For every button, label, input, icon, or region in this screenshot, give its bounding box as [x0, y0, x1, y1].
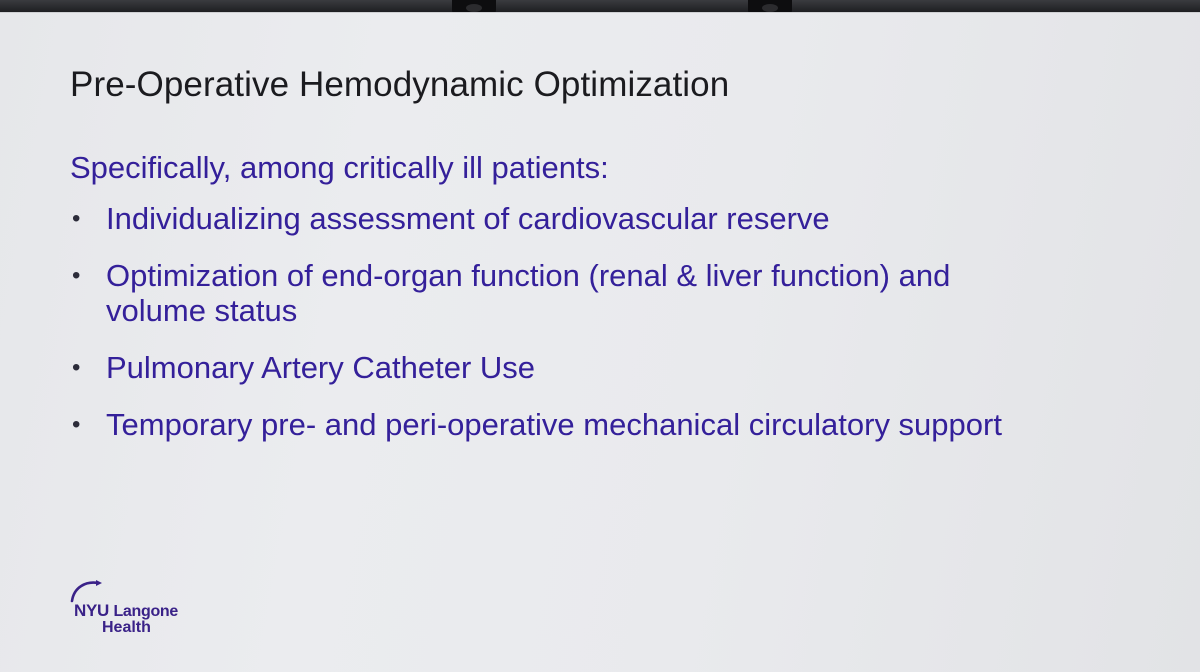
bullet-item [70, 407, 1030, 442]
bullet-icon: • [72, 411, 81, 438]
bullet-list [70, 201, 1030, 464]
torch-arc-icon [68, 579, 108, 603]
bullet-icon: • [72, 205, 81, 232]
bullet-icon: • [72, 354, 81, 381]
bullet-text: Pulmonary Artery Catheter Use [106, 350, 536, 385]
slide-title: Pre-Operative Hemodynamic Optimization [70, 65, 730, 104]
logo-wordmark-line1 [74, 601, 178, 621]
logo-langone-text: Langone [113, 603, 179, 620]
nyu-langone-health-logo [70, 579, 190, 643]
bullet-text: Temporary pre- and peri-operative mechanical circulatory support [106, 407, 1002, 442]
bullet-item [70, 350, 1030, 385]
logo-health-text: Health [102, 619, 151, 636]
bullet-text: Individualizing assessment of cardiovascular reserve [106, 201, 830, 236]
logo-nyu-text: NYU [74, 601, 109, 620]
presentation-slide [0, 12, 1200, 672]
bullet-item [70, 201, 1030, 236]
bullet-text: Optimization of end-organ function (renal & liver function) and volume status [106, 258, 951, 328]
bullet-icon: • [72, 262, 81, 289]
bullet-item [70, 258, 1030, 328]
slide-subtitle: Specifically, among critically ill patients: [70, 150, 609, 185]
